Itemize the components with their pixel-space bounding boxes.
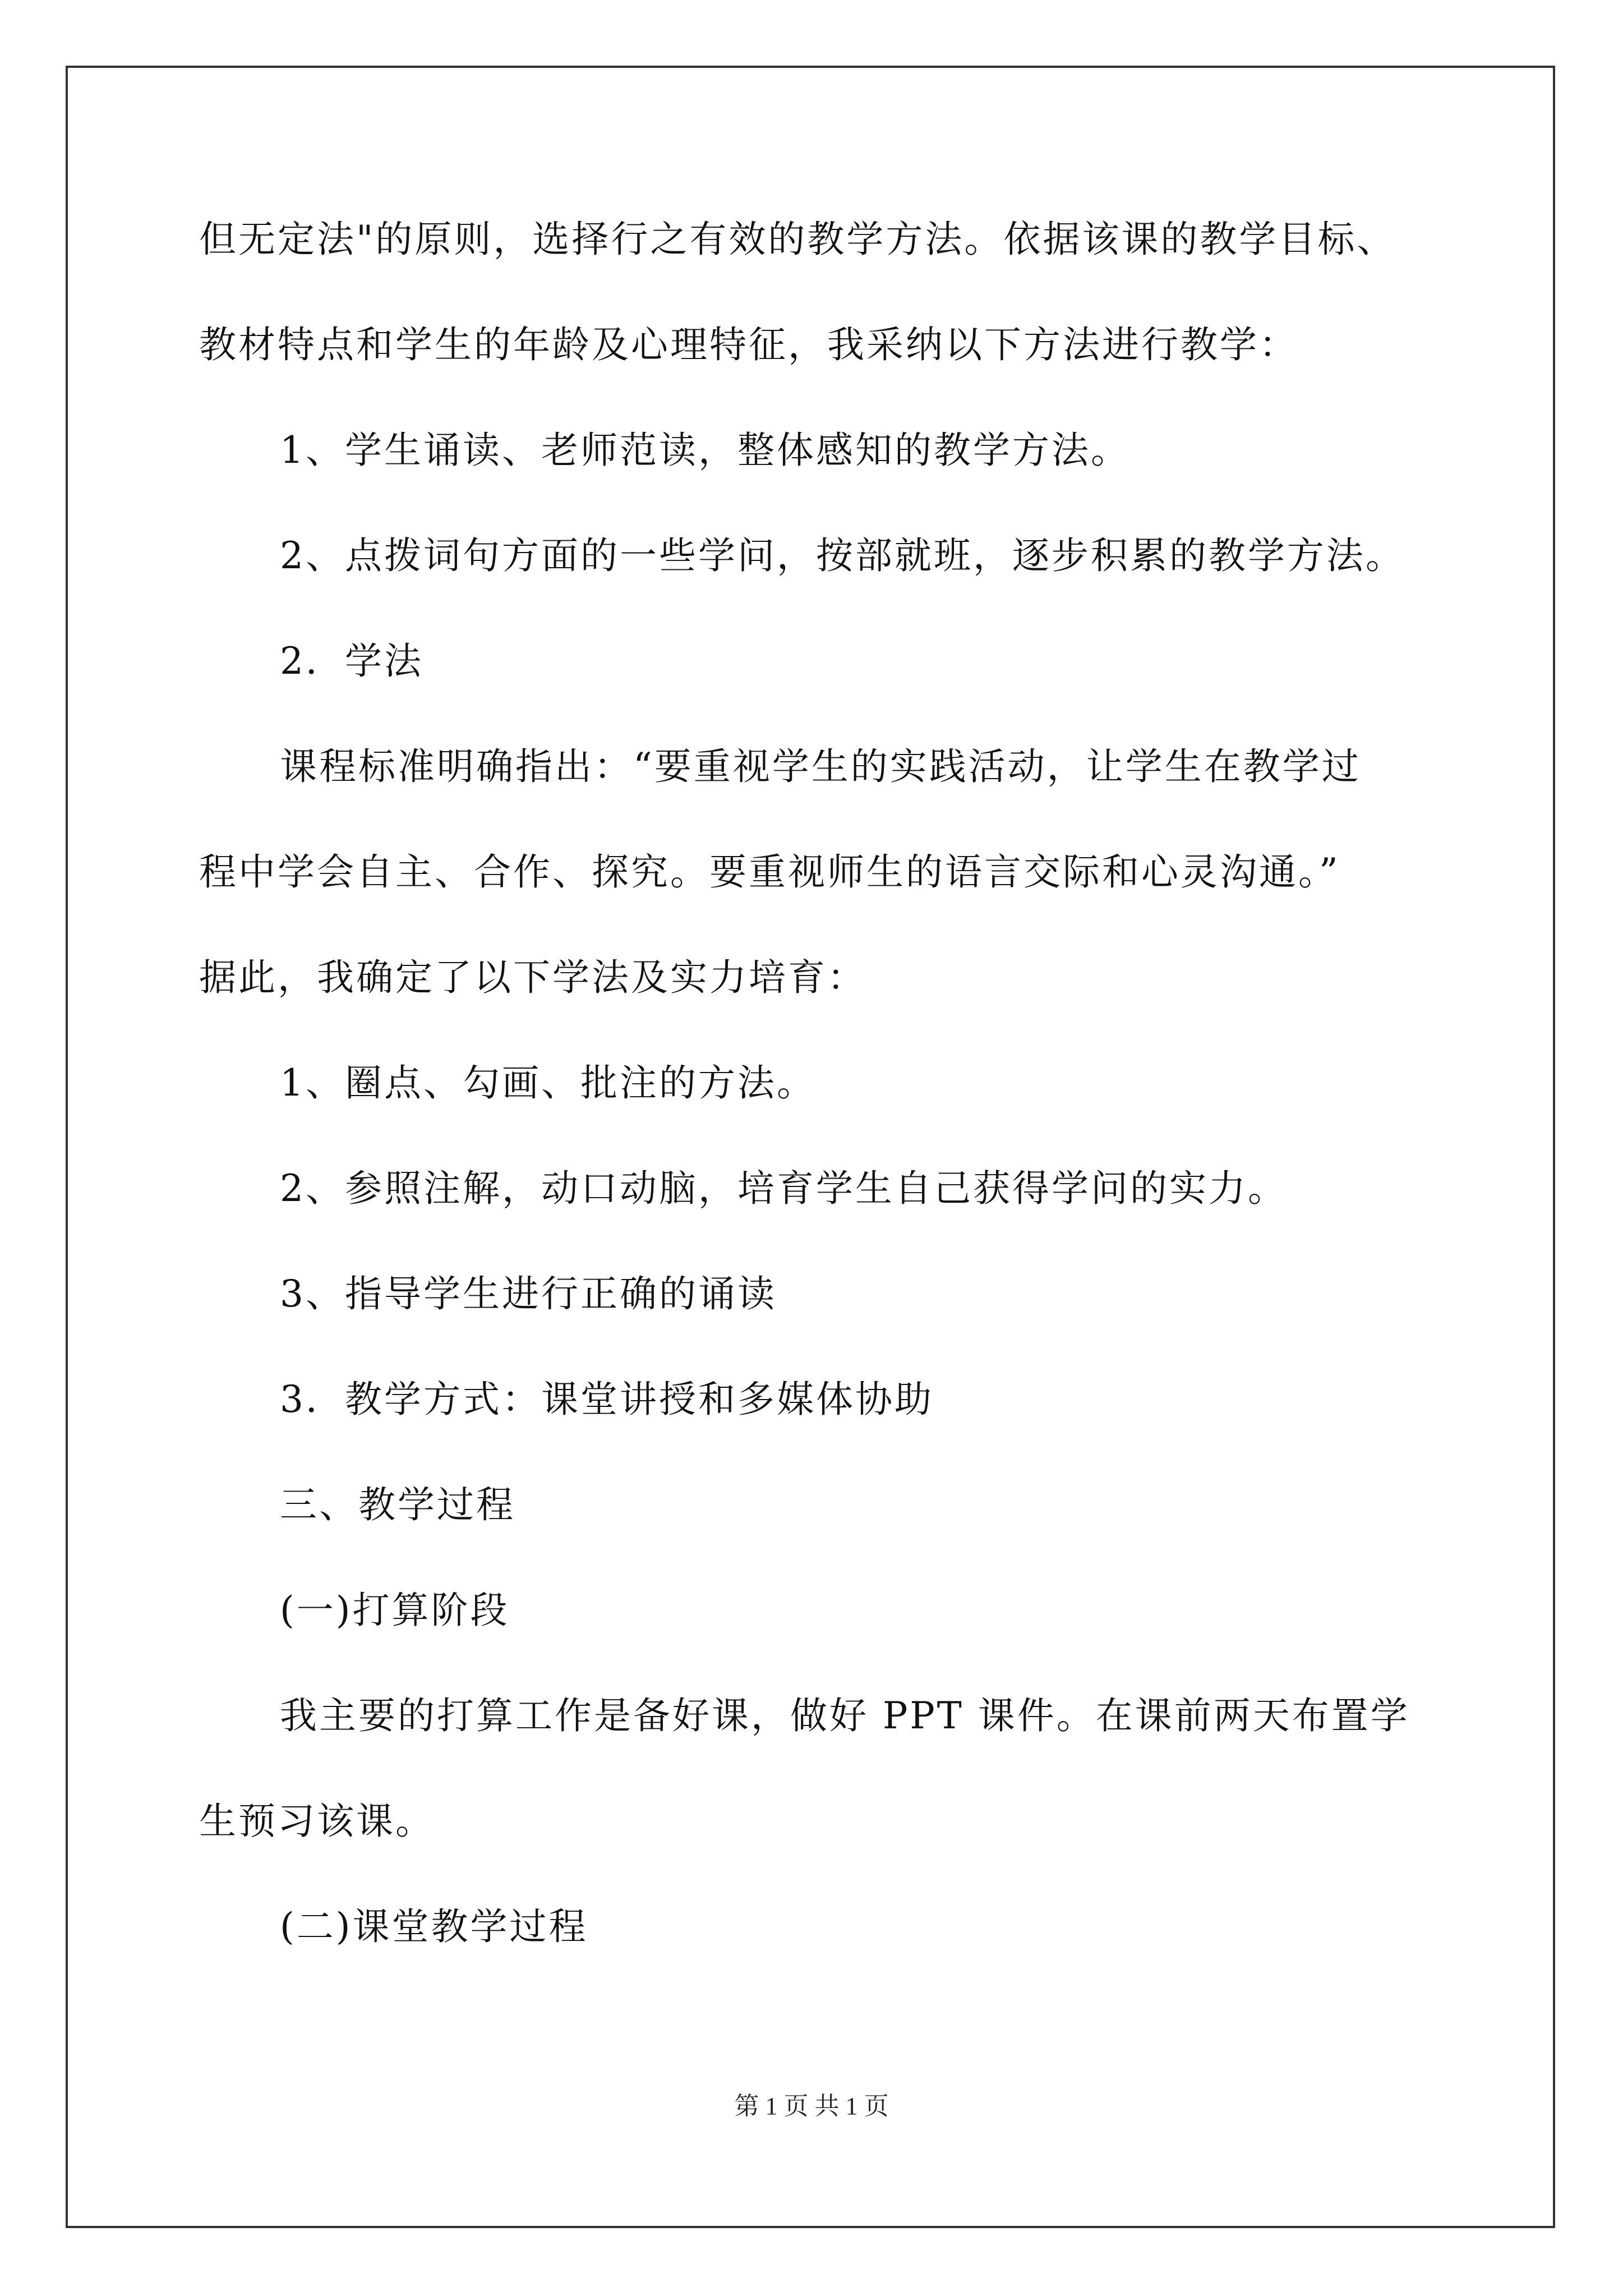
text-line: 据此，我确定了以下学法及实力培育： [199, 956, 866, 999]
text-line: 3、指导学生进行正确的诵读 [280, 1272, 777, 1315]
section-heading: 三、教学过程 [280, 1483, 515, 1526]
text-line: 2、参照注解，动口动脑，培育学生自己获得学问的实力。 [280, 1167, 1287, 1210]
text-line: 1、圈点、勾画、批注的方法。 [280, 1061, 816, 1105]
text-line: 1、学生诵读、老师范读，整体感知的教学方法。 [280, 429, 1130, 472]
text-line: 但无定法"的原则，选择行之有效的教学方法。依据该课的教学目标、 [199, 218, 1396, 261]
text-line: 教材特点和学生的年龄及心理特征，我采纳以下方法进行教学： [199, 323, 1298, 366]
text-line: 课程标准明确指出：“要重视学生的实践活动，让学生在教学过 [280, 745, 1361, 788]
section-heading: (一)打算阶段 [280, 1589, 510, 1632]
section-heading: 3．教学方式：课堂讲授和多媒体协助 [280, 1378, 934, 1421]
text-line: 我主要的打算工作是备好课，做好 PPT 课件。在课前两天布置学 [280, 1694, 1410, 1737]
section-heading: (二)课堂教学过程 [280, 1905, 588, 1948]
page-footer: 第 1 页 共 1 页 [734, 2092, 889, 2120]
text-line: 生预习该课。 [199, 1800, 435, 1843]
text-line: 2、点拨词句方面的一些学问，按部就班，逐步积累的教学方法。 [280, 534, 1405, 577]
section-heading: 2．学法 [280, 639, 423, 683]
text-line: 程中学会自主、合作、探究。要重视师生的语言交际和心灵沟通。” [199, 850, 1340, 894]
document-body [199, 213, 1438, 2006]
